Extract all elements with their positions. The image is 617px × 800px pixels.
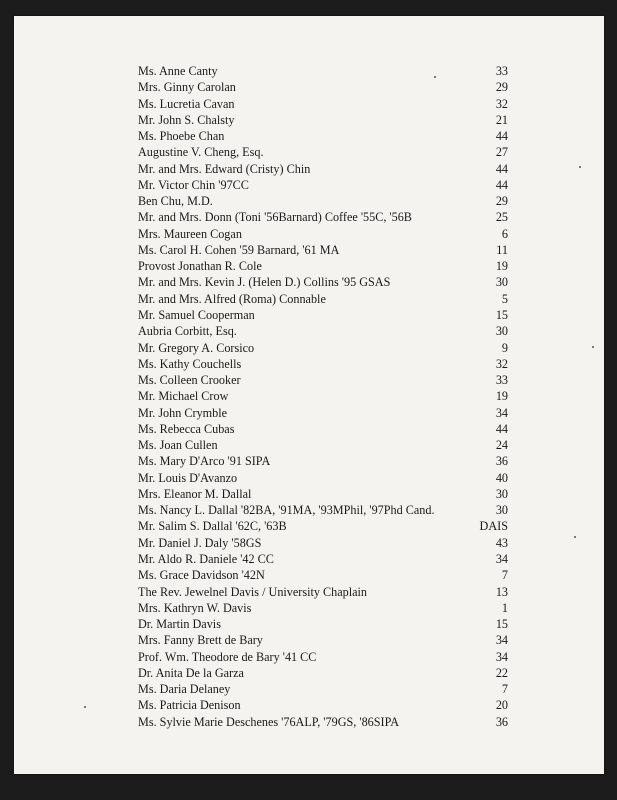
list-item — [138, 340, 508, 356]
entry-name: The Rev. Jewelnel Davis / University Chaplain — [138, 584, 368, 599]
entry-name: Ms. Mary D'Arco '91 SIPA — [138, 454, 271, 469]
list-item — [138, 388, 508, 404]
entry-name: Mr. Daniel J. Daly '58GS — [138, 535, 262, 550]
entry-name: Provost Jonathan R. Cole — [138, 259, 262, 274]
entry-name: Ms. Colleen Crooker — [138, 373, 241, 388]
entry-name: Prof. Wm. Theodore de Bary '41 CC — [138, 649, 317, 664]
entry-page-number: 20 — [495, 698, 508, 713]
entry-name: Ms. Patricia Denison — [138, 698, 241, 713]
entry-page-number: 33 — [495, 64, 508, 78]
list-item — [138, 551, 508, 567]
list-item — [138, 421, 508, 437]
list-item — [138, 616, 508, 632]
entry-name: Mr. Michael Crow — [138, 389, 229, 404]
entry-page-number: 21 — [495, 112, 508, 127]
list-item — [138, 226, 508, 242]
entry-page-number: 34 — [495, 633, 508, 648]
entry-name: Mr. John Crymble — [138, 405, 228, 420]
entry-name: Mrs. Fanny Brett de Bary — [138, 633, 263, 648]
list-item — [138, 242, 508, 258]
entry-page-number: 7 — [501, 682, 508, 697]
entry-name: Ms. Joan Cullen — [138, 438, 218, 453]
list-item — [138, 161, 508, 177]
list-item — [138, 258, 508, 274]
entry-name: Dr. Martin Davis — [138, 617, 221, 632]
entry-name: Ms. Lucretia Cavan — [138, 96, 235, 111]
entry-name: Mr. Louis D'Avanzo — [138, 470, 238, 485]
entry-name: Augustine V. Cheng, Esq. — [138, 145, 264, 160]
entry-page-number: 44 — [495, 177, 508, 192]
entry-page-number: 34 — [495, 649, 508, 664]
entry-name: Aubria Corbitt, Esq. — [138, 324, 237, 339]
entry-page-number: 30 — [495, 324, 508, 339]
entry-name: Ms. Sylvie Marie Deschenes '76ALP, '79GS, '86SIPA — [138, 714, 400, 729]
entry-page-number: 19 — [495, 389, 508, 404]
entry-page-number: 36 — [495, 454, 508, 469]
list-item — [138, 372, 508, 388]
entry-page-number: 24 — [495, 438, 508, 453]
list-item — [138, 600, 508, 616]
entry-page-number: 27 — [495, 145, 508, 160]
list-item — [138, 453, 508, 469]
entry-name: Mr. and Mrs. Edward (Cristy) Chin — [138, 161, 311, 176]
list-item — [138, 112, 508, 128]
entry-page-number: 6 — [501, 226, 508, 241]
entry-name: Mr. Samuel Cooperman — [138, 307, 255, 322]
list-item — [138, 697, 508, 713]
entry-page-number: 40 — [495, 470, 508, 485]
paper-speck — [434, 76, 436, 78]
entry-name: Mr. Aldo R. Daniele '42 CC — [138, 551, 274, 566]
entry-page-number: DAIS — [479, 519, 508, 534]
list-item — [138, 405, 508, 421]
list-item — [138, 665, 508, 681]
list-item — [138, 307, 508, 323]
entry-page-number: 30 — [495, 486, 508, 501]
entry-name: Mrs. Eleanor M. Dallal — [138, 486, 252, 501]
list-item — [138, 518, 508, 534]
entry-page-number: 11 — [496, 242, 508, 257]
list-item — [138, 649, 508, 665]
entry-page-number: 34 — [495, 405, 508, 420]
list-item — [138, 470, 508, 486]
paper-speck — [579, 166, 581, 168]
list-item — [138, 323, 508, 339]
entry-page-number: 36 — [495, 714, 508, 729]
entry-page-number: 9 — [501, 340, 508, 355]
entry-name: Mr. John S. Chalsty — [138, 112, 235, 127]
entry-name: Ms. Phoebe Chan — [138, 129, 225, 144]
entry-name: Ben Chu, M.D. — [138, 194, 213, 209]
list-item — [138, 681, 508, 697]
entry-name: Ms. Anne Canty — [138, 64, 218, 78]
entry-page-number: 44 — [495, 421, 508, 436]
entry-page-number: 25 — [495, 210, 508, 225]
list-item — [138, 567, 508, 583]
entry-name: Ms. Rebecca Cubas — [138, 421, 235, 436]
entry-page-number: 32 — [495, 356, 508, 371]
entry-page-number: 30 — [495, 275, 508, 290]
entry-name: Mr. Salim S. Dallal '62C, '63B — [138, 519, 287, 534]
entry-page-number: 43 — [495, 535, 508, 550]
list-item — [138, 584, 508, 600]
entry-name: Mrs. Maureen Cogan — [138, 226, 242, 241]
entry-page-number: 13 — [495, 584, 508, 599]
list-item — [138, 63, 508, 79]
entry-page-number: 44 — [495, 129, 508, 144]
entry-page-number: 29 — [495, 194, 508, 209]
entry-name: Mr. and Mrs. Alfred (Roma) Connable — [138, 291, 326, 306]
entry-name: Ms. Kathy Couchells — [138, 356, 242, 371]
list-item — [138, 79, 508, 95]
entry-page-number: 19 — [495, 259, 508, 274]
entry-page-number: 5 — [501, 291, 508, 306]
entry-page-number: 32 — [495, 96, 508, 111]
entry-page-number: 22 — [495, 665, 508, 680]
entry-page-number: 44 — [495, 161, 508, 176]
list-item — [138, 535, 508, 551]
entry-page-number: 33 — [495, 373, 508, 388]
entry-name: Ms. Carol H. Cohen '59 Barnard, '61 MA — [138, 242, 340, 257]
list-item — [138, 632, 508, 648]
entry-name: Mr. and Mrs. Donn (Toni '56Barnard) Coffee '55C, '56B — [138, 210, 412, 225]
list-item — [138, 356, 508, 372]
list-item — [138, 486, 508, 502]
entry-name: Dr. Anita De la Garza — [138, 665, 244, 680]
entry-name: Mr. Gregory A. Corsico — [138, 340, 255, 355]
list-item — [138, 193, 508, 209]
list-item — [138, 291, 508, 307]
paper-speck — [574, 536, 576, 538]
donor-list — [138, 63, 508, 730]
list-item — [138, 128, 508, 144]
entry-name: Mr. and Mrs. Kevin J. (Helen D.) Collins '95 GSAS — [138, 275, 391, 290]
entry-page-number: 15 — [495, 307, 508, 322]
list-item — [138, 144, 508, 160]
entry-page-number: 1 — [501, 600, 508, 615]
entry-name: Mrs. Kathryn W. Davis — [138, 600, 252, 615]
list-item — [138, 96, 508, 112]
entry-name: Ms. Grace Davidson '42N — [138, 568, 265, 583]
entry-name: Ms. Daria Delaney — [138, 682, 231, 697]
entry-page-number: 7 — [501, 568, 508, 583]
entry-name: Mr. Victor Chin '97CC — [138, 177, 249, 192]
entry-name: Ms. Nancy L. Dallal '82BA, '91MA, '93MPhil, '97Phd Cand. — [138, 503, 435, 518]
paper-speck — [84, 706, 86, 708]
entry-page-number: 30 — [495, 503, 508, 518]
document-page — [14, 16, 604, 774]
entry-page-number: 34 — [495, 551, 508, 566]
list-item — [138, 437, 508, 453]
list-item — [138, 502, 508, 518]
list-item — [138, 177, 508, 193]
entry-page-number: 15 — [495, 617, 508, 632]
list-item — [138, 209, 508, 225]
paper-speck — [592, 346, 594, 348]
entry-page-number: 29 — [495, 80, 508, 95]
entry-name: Mrs. Ginny Carolan — [138, 80, 236, 95]
list-item — [138, 714, 508, 730]
list-item — [138, 274, 508, 290]
